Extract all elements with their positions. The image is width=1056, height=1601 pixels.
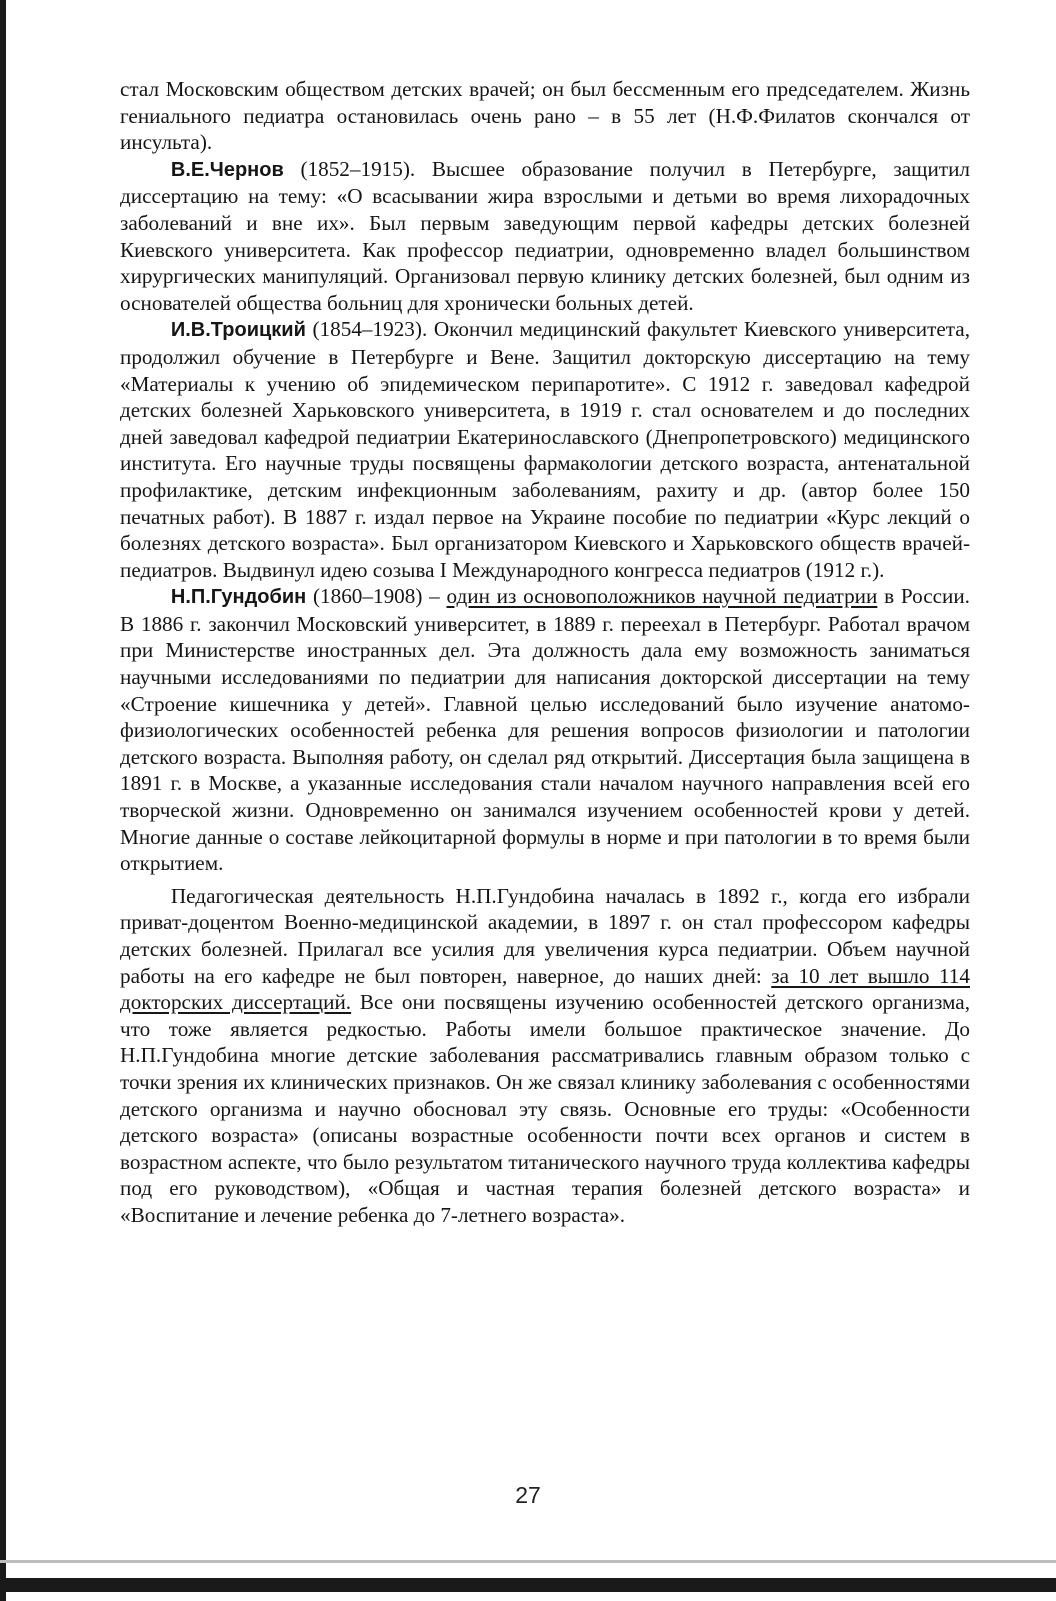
paragraph-text: (1852–1915). Высшее образование получил в Петербурге, защитил диссертацию на тему: «О всасывании жира взрослыми и детьми во время лихорадочных заболеваний и вне их». Был первым заведующим первой кафедры детских болезней Киевского университета. Как профессор педиатрии, одновременно владел большинством хирургических манипуляций. Организовал первую клинику детских болезней, был одним из основателей общества больниц для хронически больных детей. [120,156,970,315]
paragraph-filatov-end [120,76,970,156]
paragraph-text-after: Все они посвящены изучению особенностей детского организма, что тоже является редкостью. Работы имели большое практическое значение. До Н.П.Гундобина многие детские заболевания рассматривались главным образом только с точки зрения их клинических признаков. Он же связал клинику заболевания с особенностями детского организма и научно обосновал эту связь. Основные его труды: «Особенности детского возраста» (описаны возрастные особенности почти всех органов и систем в возрастном аспекте, что было результатом титанического научного труда коллектива кафедры под его руководством), «Общая и частная терапия болезней детского возраста» и «Воспитание и лечение ребенка до 7-летнего возраста». [120,990,970,1227]
paragraph-troitsky [120,316,970,583]
page-edge-bottom-shadow [0,1560,1056,1563]
paragraph-chernov [120,156,970,317]
underlined-phrase: один из основоположников научной педиатрии [446,584,878,609]
paragraph-text-after: в России. В 1886 г. закончил Московский университет, в 1889 г. переехал в Петербург. Работал врачом при Министерстве иностранных дел. Эта должность дала ему возможность заниматься научными исследованиями по педиатрии для написания докторской диссертации на тему «Строение кишечника у детей». Главной целью исследований было изучение анатомо-физиологических особенностей ребенка для решения вопросов физиологии и патологии детского возраста. Выполняя работу, он сделал ряд открытий. Диссертация была защищена в 1891 г. в Москве, а указанные исследования стали началом научного направления всей его творческой жизни. Одновременно он занимался изучением особенностей крови у детей. Многие данные о составе лейкоцитарной формулы в норме и при патологии в то время были открытием. [120,584,970,876]
paragraph-gundobin-pedagogy [120,883,970,1229]
underlined-phrase: за 10 лет вышло 114 докторских диссертаций. [120,963,970,1015]
person-name-gundobin: Н.П.Гундобин [170,586,307,609]
paragraph-text: (1854–1923). Окончил медицинский факультет Киевского университета, продолжил обучение в Петербурге и Вене. Защитил докторскую диссертацию на тему «Материалы к учению об эпидемическом перипаротите». С 1912 г. заведовал кафедрой детских болезней Харьковского университета, в 1919 г. стал основателем и до последних дней заведовал кафедрой педиатрии Екатеринославского (Днепропетровского) медицинского института. Его научные труды посвящены фармакологии детского возраста, антенатальной профилактике, детским инфекционным заболеваниям, рахиту и др. (автор более 150 печатных работ). В 1887 г. издал первое на Украине пособие по педиатрии «Курс лекций о болезнях детского возраста». Был организатором Киевского и Харьковского обществ врачей-педиатров. Выдвинул идею созыва I Международного конгресса педиатров (1912 г.). [120,317,970,582]
text-column [120,76,970,1229]
paragraph-text-before: (1860–1908) – [306,584,447,609]
paragraph-text-before: Педагогическая деятельность Н.П.Гундобина началась в 1892 г., когда его избрали приват-доцентом Военно-медицинской академии, в 1897 г. он стал профессором кафедры детских болезней. Прилагал все усилия для увеличения курса педиатрии. Объем научной работы на его кафедре не был повторен, наверное, до наших дней: [120,883,970,988]
person-name-troitsky: И.В.Троицкий [170,319,306,342]
paragraph-gundobin [120,583,970,877]
paragraph-text: стал Московским обществом детских врачей; он был бессменным его председателем. Жизнь гениального педиатра остановилась очень рано – в 55 лет (Н.Ф.Филатов скончался от инсульта). [120,77,970,155]
page-edge-left-shadow [0,0,6,1601]
page-edge-bottom [0,1578,1056,1592]
page-number: 27 [515,1482,541,1508]
person-name-chernov: В.Е.Чернов [170,158,284,181]
